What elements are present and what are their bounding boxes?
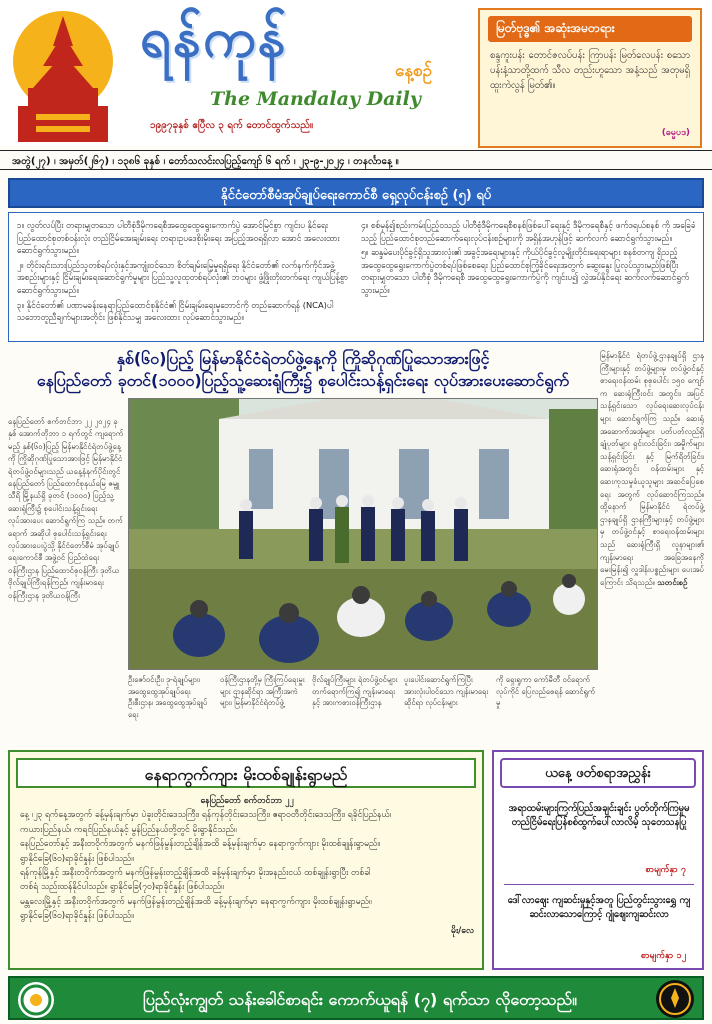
continuation-column: ဗိုလ်ချုပ်ကြီးများ ရဲတပ်ဖွဲ့ဝင်များ တက်ရောက်ကြ၍ ကျန်းမာရေးနှင့် အားကစားဝန်ကြီးဌာန	[312, 675, 398, 708]
article-right-text: မြန်မာနိုင်ငံ ရဲတပ်ဖွဲ့ဌာနချုပ်ရှိ ဌာနကြီးများနှင့် တပ်ဖွဲ့များမှ တပ်ဖွဲ့ဝင်နှင့် စာရေးဝန်ထမ်း စုစုပေါင်း ၁၅၀ ကျော်က ဆေးရုံကြီးဝင်း အတွင်း၊ အပြင် သန့်ရှင်းသော လုပ်ရေးဆေးလုပ်ငန်းများ ဆောင်ရွက်ကြ သည်။ ဆေးရုံအဆောက်အအုံများ ပတ်ပတ်လည်ရှိ ချုံပုတ်များ ရှင်းလင်းခြင်း၊ အမှိုက်များ သန့်ရှင်းခြင်း နှင့် မြက်ရိတ်ခြင်း၊ ဆေးရုံအတွင်း ဝန်ထမ်းများ နှင့် ဆေးကုသမှုခံယူသူများ အဆင်ပြေစေရေး အတွက် လုပ်ဆောင်ကြသည်။ ထို့နောက် မြန်မာနိုင်ငံ ရဲတပ်ဖွဲ့ဌာနချုပ်ရှိ ဌာနကြီးများနှင့် တပ်ဖွဲ့များမှ တပ်ဖွဲ့ဝင်နှင့် စာရေးဝန်ထမ်းများ သည် ဆေးရုံကြီးရှိ လူနာများ၏ ကျန်းမာရေး အခြေအနေကို မေးမြန်း၍ လှူဒါန်းပစ္စည်းများ ပေးအပ်ကြောင်း သိရသည်။	[600, 351, 704, 587]
teaching-heading: မြတ်ဗုဒ္ဓ၏ အဆုံးအမတရား	[488, 16, 692, 42]
article-headline-line-2: နေပြည်တော် ခုတင်(၁၀၀၀)ပြည့်သူ့ဆေးရုံကြီး၌ စုပေါင်းသန့်ရှင်းရေး လုပ်အားပေးဆောင်ရွက်	[36, 371, 570, 390]
newspaper-title-english: The Mandalay Daily	[210, 88, 421, 110]
weather-line: ရွာနိုင်ခြေ(၆၀)ရာခိုင်နှုန်း ဖြစ်ပါသည်။	[20, 853, 134, 864]
policy-banner: နိုင်ငံတော်စီမံအုပ်ချုပ်ရေးကောင်စီ ရှေ့လုပ်ငန်းစဉ် (၅) ရပ်	[8, 178, 704, 208]
newspaper-title: ရန်ကုန်	[140, 5, 288, 69]
census-footer-banner	[8, 976, 704, 1020]
contents-box	[492, 750, 704, 970]
weather-title: နေရာကွက်ကျား မိုးထစ်ချုန်းရွာမည်	[16, 758, 476, 788]
continuation-column: ဝန်ကြီးဌာနတို့မှ ကြီးကြပ်ရေးမှူးများ ဌာနဆိုင်ရာ အကြီးအကဲများ၊ မြန်မာနိုင်ငံရဲတပ်ဖွဲ့	[220, 675, 305, 708]
contents-divider	[504, 884, 694, 885]
buddha-teaching-box	[478, 8, 702, 148]
policy-item: ၂။ တိုင်းရင်းသားပြည်သူတစ်ရပ်လုံးနှင့်အကျုံးဝင်သော စိတ်ချမ်းမြေ့မှုရရှိရေး နိုင်ငံတော်၏ လက်နက်ကိုင်အဖွဲ့အစည်းများနှင့် ငြိမ်းချမ်းရေးဆောင်ရွက်မှုများ ပြည်သူ့လူထုတစ်ရပ်လုံး၏ ဘဝများ ဖွံ့ဖြိုးတိုးတက်ရေး ကျယ်ပြန့်စွာ ဆောင်ရွက်သွားမည်။	[17, 259, 348, 295]
continuation-column: ကို ရှေးရှုကာ ကော်မီတီ ဝင်ရောက်လုပ်ကိုင် ပြေလည်စေရန် ဆောင်ရွက်မှု	[496, 675, 596, 708]
census-countdown-text: ပြည်လုံးကျွတ် သန်းခေါင်စာရင်း ကောက်ယူရန် (၇) ရက်သာ လိုတော့သည်။	[143, 990, 577, 1009]
teaching-source: (ဓမ္မပဒ)	[661, 128, 690, 138]
contents-item-link[interactable]: ဒေါ်လာဈေး ကျဆင်းမှုနှင့်အတူ ပြည်တွင်းသွားရွှေ ကျဆင်းလာသောကြောင့် ဂျုံဈေးကျဆင်းလာ	[507, 895, 691, 920]
issue-dateline: အတွဲ(၂၇) ၊ အမှတ်(၂၆၇) ၊ ၁၃၈၆ ခုနှစ် ၊ တော်သလင်းလပြည့်ကျော် ၆ ရက် ၊ ၂၃-၉-၂၀၂၄ ၊ တနင်္လာနေ့ ။	[0, 150, 712, 170]
weather-body	[20, 794, 474, 938]
weather-line: တစ်ရံ သည်းထန်နိုင်ပါသည်။ ရွာနိုင်ခြေ(၇၀)ရာခိုင်နှုန်း ဖြစ်ပါသည်။	[20, 882, 224, 893]
contents-page-number: စာမျက်နှာ ၁၂	[640, 951, 686, 961]
continuation-column: ပူးပေါင်းဆောင်ရွက်ကြပြီး အားလုံးပါဝင်သော ကျန်းမာရေးဆိုင်ရာ လုပ်ငန်းများ	[404, 675, 489, 708]
weather-line: ကယားပြည်နယ်၊ ကရင်ပြည်နယ်နှင့် မွန်ပြည်နယ်တို့တွင် မိုးရွာနိုင်သည်။	[20, 824, 237, 835]
immigration-logo-icon	[656, 980, 694, 1018]
contents-page-number: စာမျက်နှာ ၇	[645, 865, 686, 875]
contents-item-link[interactable]: အရာထမ်းများကြက်ပြည်အချင်းချင်း ပွတ်တိုက်ကြမှုမ တည်ငြိမ်ရေးပြန်စစ်ထွက်ပေါ်လာလိမ့် သုတေသနပြု	[508, 803, 690, 828]
weather-line: ရန်ကုန်မြို့နှင့် အနီးတဝိုက်အတွက် မနက်ဖြန်မွန်းတည့်ချိန်အထိ ခန့်မှန်းချက်မှာ မိုးအနည်းငယ် ထစ်ချုန်းရွာပြီး တစ်ခါ	[20, 868, 371, 879]
pagoda-logo-icon	[8, 6, 118, 146]
policy-item: ၅။ ဆန္ဒမဲပေးပိုင်ခွင့်ရှိသူအားလုံး၏ အခွင့်အရေးများနှင့် ကိုယ်ပိုင်ခွင့်လူမျိုးတိုင်းရေးရာများ စနစ်တကျ ရှိသည့် အထွေထွေရွေးကောက်ပွဲတစ်ရပ်ဖြစ်စေရေး ပြည်ထောင်စုကြံ့ခိုင်ရေးအတွက် ဆွေးနွေး ပြုလုပ်သွားမည်ဖြစ်ပြီး တရားမျှတသော ပါတီစုံ ဒီမိုကရေစီ အထွေထွေရွေးကောက်ပွဲကို ကျင်းပ၍ လွှဲအပ်နိုင်ရေး ဆက်လက်ဆောင်ရွက်သွားမည်။	[361, 247, 690, 295]
weather-box	[8, 750, 484, 970]
article-column-left: နေပြည်တော် စက်တင်ဘာ ၂၂ ၂၀၂၄ ခုနှစ် အောက်တိုဘာ ၁ ရက်တွင် ကျရောက်မည့် နှစ်(၆၀)ပြည့် မြန်မာနိုင်ငံရဲတပ်ဖွဲ့နေ့ ကို ကြိုဆိုဂုဏ်ပြုသောအားဖြင့် မြန်မာနိုင်ငံ ရဲတပ်ဖွဲ့ဝင်များသည် ယနေ့နံနက်ပိုင်းတွင် နေပြည်တော် ပြည်ထောင်စုနယ်မြေ ဇမ္ဗူသီရိ မြို့နယ်ရှိ ခုတင် (၁၀၀၀) ပြည့်သူ့ ဆေးရုံကြီး၌ စုပေါင်းသန့်ရှင်းရေး လုပ်အားပေး ဆောင်ရွက်ကြ သည်။ တက်ရောက် အဆိုပါ စုပေါင်းသန့်ရှင်းရေး လုပ်အားပေးပွဲသို့ နိုင်ငံတော်စီမံ အုပ်ချုပ်ရေးကောင်စီ အဖွဲ့ဝင် ပြည်ထဲရေး ဝန်ကြီးဌာန ပြည်ထောင်စုဝန်ကြီး ဒုတိယ ဗိုလ်ချုပ်ကြီးရန်ကြည်၊ ကျန်းမာရေး ဝန်ကြီးဌာန ဒုတိယဝန်ကြီး	[8, 417, 124, 600]
contents-title: ယနေ့ ဖတ်စရာအညွှန်း	[500, 758, 696, 788]
weather-line: မန္တလေးမြို့နှင့် အနီးတဝိုက်အတွက် မနက်ဖြန်မွန်းတည့်ချိန်အထိ ခန့်မှန်းချက်မှာ နေရာကွက်ကျား မိုးထစ်ချုန်းရွာမည်။	[20, 896, 372, 907]
policy-box	[8, 212, 704, 342]
weather-dateline: နေပြည်တော် စက်တင်ဘာ ၂၂	[200, 796, 294, 806]
article-author: သတင်းစဉ်	[657, 577, 688, 587]
policy-column-left	[17, 219, 353, 326]
census-logo-icon	[18, 982, 54, 1018]
article-column-right	[600, 350, 704, 589]
article-photo	[128, 398, 598, 670]
weather-line: နေ့ ၊၂၃ ရက်နေ့အတွက် ခန့်မှန်းချက်မှာ ပဲခူးတိုင်းဒေသကြီး၊ ရန်ကုန်တိုင်းဒေသကြီး၊ ဧရာဝတီတိုင်းဒေသကြီး၊ ရခိုင်ပြည်နယ်၊	[20, 810, 392, 821]
article-headline	[8, 348, 598, 392]
weather-line: နေပြည်တော်နှင့် အနီးတဝိုက်အတွက် မနက်ဖြန်မွန်းတည့်ချိန်အထိ ခန့်မှန်းချက်မှာ နေရာကွက်ကျား မိုးထစ်ချုန်းရွာမည်။	[20, 839, 380, 850]
article-headline-line-1: နှစ်(၆၀)ပြည့် မြန်မာနိုင်ငံရဲတပ်ဖွဲ့နေ့ကို ကြိုဆိုဂုဏ်ပြုသောအားဖြင့်	[116, 349, 490, 368]
policy-item: ၄။ စစ်မှန်၍စည်းကမ်းပြည့်ဝသည့် ပါတီစုံဒီမိုကရေစီစနစ်ဖြစ်ပေါ်ရေးနှင့် ဒီမိုကရေစီနှင့် ဖက်ဒရယ်စနစ် ကို အခြေခံသည့် ပြည်ထောင်စုတည်ဆောက်ရေးလုပ်ငန်းစဉ်များကို အရှိန်အဟုန်ဖြင့် ဆက်လက် ဆောင်ရွက်သွားမည်။	[361, 220, 696, 243]
establishment-note: ၁၉၉၇ခုနှစ် ဧပြီလ ၃ ရက် တောင်ထွက်သည်။	[150, 120, 314, 131]
policy-item: ၃။ နိုင်ငံတော်၏ ပဏာမခန်းနေရာပြည်ထောင်စုနိုင်ငံ၏ ငြိမ်းချမ်းရေးမူဘောင်ကို တည်ဆောက်ရန် (NCA)ပါ သဘောတူညီချက်များအတိုင်း ဖြစ်နိုင်သမျှ အလေးထား လုပ်ဆောင်သွားမည်။	[17, 299, 334, 323]
weather-line: ရွာနိုင်ခြေ(၆၀)ရာခိုင်နှုန်း ဖြစ်ပါသည်။	[20, 911, 134, 922]
policy-column-right	[361, 219, 697, 299]
cleanup-photo-illustration	[129, 399, 598, 670]
teaching-body: စန္ဒကူးပန်း တောင်ဇလပ်ပန်း ကြာပန်း မြတ်လေပန်း စသော ပန်းနံ့သာတို့ထက် သီလ တည်းဟူသော အနံ့သည် အတုမရှိ ထူးကဲလွန် မြတ်၏။	[490, 50, 690, 91]
newspaper-subtitle: နေ့စဉ်	[395, 61, 433, 81]
weather-credit: မိုး/လေ	[451, 925, 474, 936]
continuation-column: ဦးဇော်ဝင်းဦး၊ ဒု-ရဲချုပ်များ၊ အထွေထွေအုပ်ချုပ်ရေး ဦးစီးဌာန၊ အထွေထွေအုပ်ချုပ်ရေး	[128, 675, 208, 719]
article-continuation	[128, 672, 598, 746]
policy-item: ၁။ လွတ်လပ်ပြီး တရားမျှတသော ပါတီစုံဒီမိုကရေစီအထွေထွေရွေးကောက်ပွဲ အောင်မြင်စွာ ကျင်းပ နိုင်ရေး ပြည်ထောင်စုတစ်ဝန်းလုံး တည်ငြိမ်အေးချမ်းရေး တရားဥပဒေစိုးမိုးရေး အပြည့်အဝရရှိလာ အောင် အလေးထားဆောင်ရွက်သွားမည်။	[17, 220, 340, 256]
